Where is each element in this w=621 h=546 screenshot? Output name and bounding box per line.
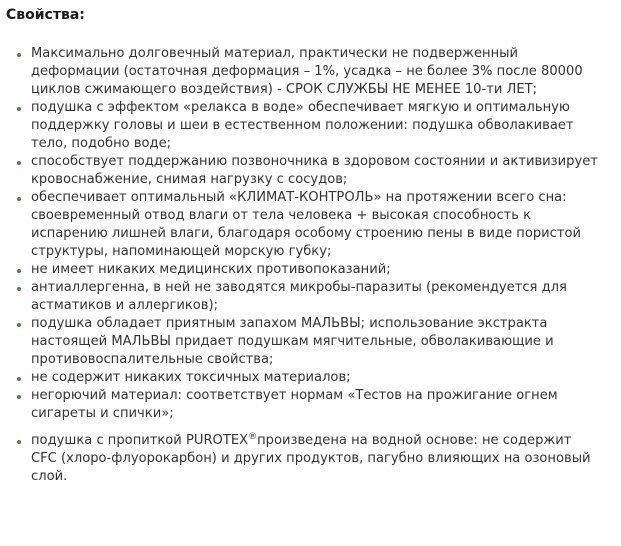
bullet-icon (17, 161, 21, 165)
list-item-text-after: произведена на водной основе: не содержит CFC (хлоро-флуорокарбон) и других продуктов, пагубно влияющих на озоновый слой. (31, 433, 591, 484)
list-item-text: не имеет никаких медицинских противопоказаний; (31, 262, 391, 277)
list-item-text: антиаллергенна, в ней не заводятся микробы-паразиты (рекомендуется для астматиков и аллергиков); (31, 280, 567, 313)
bullet-icon (17, 323, 21, 327)
list-item-text-before: подушка с пропиткой PUROTEX (31, 433, 249, 448)
list-item (0, 315, 600, 369)
list-item-text: Максимально долговечный материал, практически не подверженный деформации (остаточная деформация – 1%, усадка – не более 3% после 80000 циклов сжимающего воздействия) - СРОК СЛУЖБЫ НЕ МЕНЕЕ 10-ти ЛЕТ; (31, 46, 583, 97)
bullet-icon (17, 395, 21, 399)
properties-list (0, 45, 600, 486)
list-item-text: обеспечивает оптимальный «КЛИМАТ-КОНТРОЛЬ» на протяжении всего сна: своевременный отвод влаги от тела человека + высокая способность к испарению лишней влаги, благодаря особому строению пены в виде пористой структуры, напоминающей морскую губку; (31, 190, 582, 259)
list-item-text: негорючий материал: соответствует нормам «Тестов на прожигание огнем сигареты и спички»; (31, 388, 558, 421)
list-item-text: подушка обладает приятным запахом МАЛЬВЫ; использование экстракта настоящей МАЛЬВЫ придает подушкам мягчительные, обволакивающие и противовоспалительные свойства; (31, 316, 554, 367)
bullet-icon (17, 377, 21, 381)
list-item-text: способствует поддержанию позвоночника в здоровом состоянии и активизирует кровоснабжение, снимая нагрузку с сосудов; (31, 154, 598, 187)
list-item (0, 189, 600, 261)
list-item (0, 369, 600, 387)
list-item (0, 387, 600, 423)
list-item (0, 153, 600, 189)
section-title: Свойства: (6, 7, 85, 23)
bullet-icon (17, 53, 21, 57)
list-item (0, 45, 600, 99)
bullet-icon (17, 287, 21, 291)
list-item-text: не содержит никаких токсичных материалов; (31, 370, 351, 385)
list-item (0, 99, 600, 153)
bullet-icon (17, 107, 21, 111)
registered-mark: ® (248, 432, 258, 442)
bullet-icon (17, 440, 21, 444)
list-item-text: подушка с эффектом «релакса в воде» обеспечивает мягкую и оптимальную поддержку головы и шеи в естественном положении: подушка обволакивает тело, подобно воде; (31, 100, 574, 151)
list-item (0, 261, 600, 279)
bullet-icon (17, 269, 21, 273)
list-item (0, 432, 600, 486)
bullet-icon (17, 197, 21, 201)
list-item (0, 279, 600, 315)
